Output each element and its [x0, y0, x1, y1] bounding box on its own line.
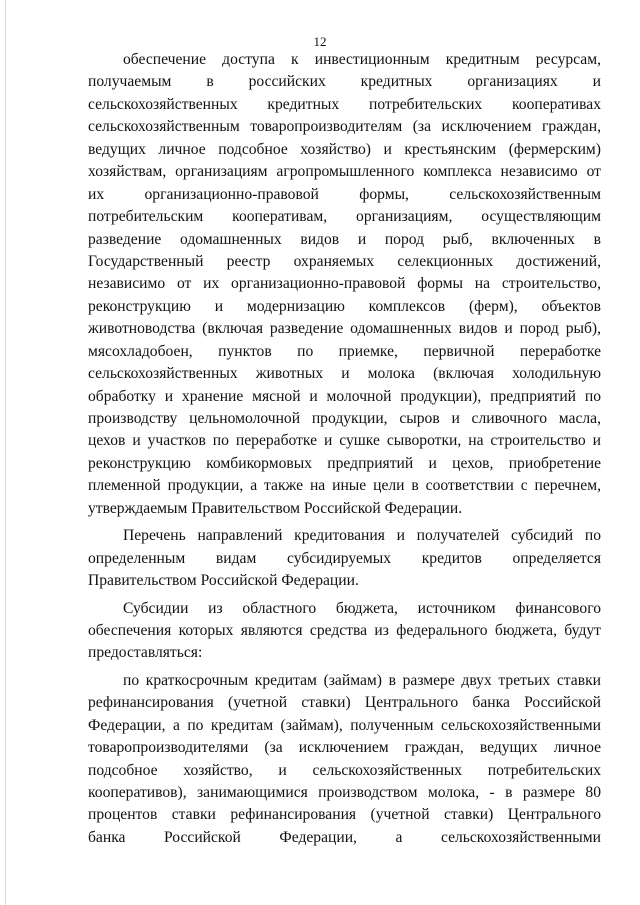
page-number: 12 — [313, 34, 327, 49]
paragraph-line: рефинансирования (учетной ставки) Центрального банка Российской — [88, 694, 601, 712]
paragraph-line: процентов ставки рефинансирования (учетной ставки) Центрального — [88, 806, 601, 824]
paragraph-line: кооперативов), занимающимися производством молока, - в размере 80 — [88, 784, 601, 801]
paragraph-line: реконструкцию комбикормовых предприятий и цехов, приобретение — [88, 454, 601, 472]
paragraph-line: цехов и участков по переработке и сушке сыворотки, на строительство и — [88, 432, 601, 450]
document-body — [88, 49, 601, 849]
paragraph-line: сельскохозяйственных животных и молока (включая холодильную — [88, 365, 601, 383]
paragraph-line: обеспечения которых являются средства из федерального бюджета, будут — [88, 621, 601, 639]
paragraph-line: реконструкцию и модернизацию комплексов (ферм), объектов — [88, 297, 601, 315]
scan-edge-line — [5, 0, 6, 905]
paragraph-line: получаемым в российских кредитных организациях и — [88, 73, 601, 91]
paragraph-first-line: Субсидии из областного бюджета, источником финансового — [123, 599, 601, 617]
paragraph-line: хозяйствам, организациям агропромышленного комплекса независимо от — [88, 163, 601, 181]
paragraph-line: независимо от их организационно-правовой формы на строительство, — [88, 275, 601, 293]
paragraph-first-line: по краткосрочным кредитам (займам) в размере двух третьих ставки — [123, 671, 601, 689]
paragraph-line: определенным видам субсидируемых кредитов определяется — [88, 549, 601, 567]
paragraph-line: банка Российской Федерации, а сельскохозяйственными — [88, 828, 601, 846]
paragraph-line: производству цельномолочной продукции, сыров и сливочного масла, — [88, 410, 601, 427]
paragraph-line: племенной продукции, а также на иные цели в соответствии с перечнем, — [88, 477, 601, 495]
paragraph-line: подсобное хозяйство, и сельскохозяйственных потребительских — [88, 761, 601, 779]
paragraph-line: сельскохозяйственным товаропроизводителям (за исключением граждан, — [88, 118, 601, 136]
paragraph-first-line: Перечень направлений кредитования и получателей субсидий по — [123, 527, 601, 545]
paragraph-line: их организационно-правовой формы, сельскохозяйственным — [88, 185, 601, 203]
paragraph-first-line: обеспечение доступа к инвестиционным кредитным ресурсам, — [123, 51, 601, 68]
paragraph-line: потребительским кооперативам, организациям, осуществляющим — [88, 208, 601, 226]
paragraph-line: разведение одомашненных видов и пород рыб, включенных в — [88, 230, 601, 248]
paragraph-line: мясохладобоен, пунктов по приемке, первичной переработке — [88, 342, 601, 360]
paragraph-line: ведущих личное подсобное хозяйство) и крестьянским (фермерским) — [88, 140, 601, 158]
paragraph-line: Федерации, а по кредитам (займам), полученным сельскохозяйственными — [88, 716, 601, 734]
paragraph-line: Государственный реестр охраняемых селекционных достижений, — [88, 252, 601, 270]
paragraph-line: сельскохозяйственных кредитных потребительских кооперативах — [88, 95, 601, 113]
paragraph-line: предоставляться: — [88, 644, 203, 662]
paragraph-line: обработку и хранение мясной и молочной продукции), предприятий по — [88, 387, 601, 405]
paragraph-line: животноводства (включая разведение одомашненных видов и пород рыб), — [88, 320, 601, 338]
paragraph-line: товаропроизводителями (за исключением граждан, ведущих личное — [88, 739, 601, 757]
paragraph-line: Правительством Российской Федерации. — [88, 572, 359, 590]
paragraph-line: утверждаемым Правительством Российской Федерации. — [88, 499, 463, 517]
